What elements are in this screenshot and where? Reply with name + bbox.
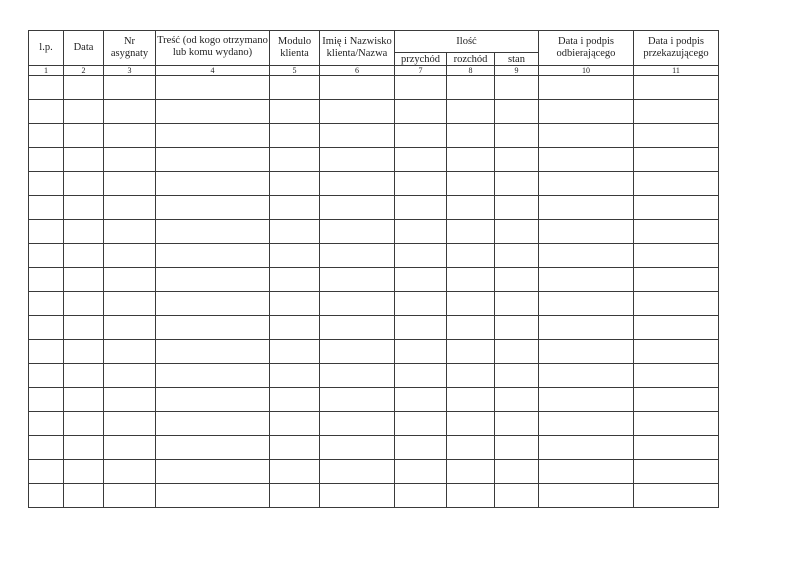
cell-tresc [156,124,270,148]
cell-modulo-klienta [270,292,320,316]
cell-data [64,196,104,220]
cell-rozchod [447,172,495,196]
column-number: 5 [270,66,320,76]
table-row [29,196,719,220]
cell-modulo-klienta [270,412,320,436]
cell-podpis-odbierajacego [539,196,634,220]
header-imie-nazwisko: Imię i Nazwisko klienta/Nazwa [320,31,395,66]
cell-rozchod [447,100,495,124]
cell-lp [29,100,64,124]
cell-imie-nazwisko [320,220,395,244]
column-number: 4 [156,66,270,76]
cell-stan [495,244,539,268]
cell-imie-nazwisko [320,172,395,196]
cell-data [64,388,104,412]
cell-stan [495,124,539,148]
cell-podpis-przekazujacego [634,340,719,364]
header-rozchod: rozchód [447,53,495,66]
cell-lp [29,196,64,220]
cell-rozchod [447,316,495,340]
header-data: Data [64,31,104,66]
cell-podpis-odbierajacego [539,484,634,508]
cell-rozchod [447,220,495,244]
header-ilosc: Ilość [395,31,539,53]
table-row [29,364,719,388]
cell-podpis-odbierajacego [539,316,634,340]
cell-podpis-przekazujacego [634,460,719,484]
cell-podpis-odbierajacego [539,172,634,196]
cell-podpis-przekazujacego [634,484,719,508]
cell-przychod [395,268,447,292]
cell-stan [495,436,539,460]
cell-modulo-klienta [270,388,320,412]
cell-lp [29,172,64,196]
cell-przychod [395,436,447,460]
cell-nr-asygnaty [104,220,156,244]
column-number: 7 [395,66,447,76]
cell-przychod [395,292,447,316]
cell-rozchod [447,148,495,172]
cell-podpis-przekazujacego [634,388,719,412]
cell-imie-nazwisko [320,412,395,436]
cell-modulo-klienta [270,316,320,340]
cell-rozchod [447,388,495,412]
table-row [29,340,719,364]
table-row [29,292,719,316]
cell-nr-asygnaty [104,100,156,124]
cell-imie-nazwisko [320,244,395,268]
cell-podpis-odbierajacego [539,220,634,244]
table-row [29,412,719,436]
cell-rozchod [447,364,495,388]
table-row [29,244,719,268]
cell-podpis-odbierajacego [539,412,634,436]
header-data-podpis-przekazujacego: Data i podpis przekazującego [634,31,719,66]
cell-imie-nazwisko [320,76,395,100]
cell-imie-nazwisko [320,460,395,484]
cell-tresc [156,412,270,436]
cell-przychod [395,100,447,124]
cell-imie-nazwisko [320,364,395,388]
cell-tresc [156,268,270,292]
cell-imie-nazwisko [320,196,395,220]
cell-modulo-klienta [270,460,320,484]
cell-przychod [395,460,447,484]
cell-stan [495,220,539,244]
cell-nr-asygnaty [104,316,156,340]
cell-podpis-przekazujacego [634,316,719,340]
cell-data [64,460,104,484]
table-row [29,220,719,244]
cell-podpis-odbierajacego [539,244,634,268]
cell-stan [495,292,539,316]
cell-przychod [395,76,447,100]
table-row [29,460,719,484]
cell-imie-nazwisko [320,484,395,508]
cell-tresc [156,292,270,316]
cell-modulo-klienta [270,364,320,388]
cell-przychod [395,484,447,508]
cell-nr-asygnaty [104,436,156,460]
cell-imie-nazwisko [320,148,395,172]
cell-nr-asygnaty [104,388,156,412]
cell-podpis-przekazujacego [634,196,719,220]
cell-imie-nazwisko [320,436,395,460]
cell-nr-asygnaty [104,412,156,436]
table-row [29,316,719,340]
cell-przychod [395,148,447,172]
cell-podpis-odbierajacego [539,124,634,148]
cell-przychod [395,412,447,436]
cell-stan [495,412,539,436]
cell-nr-asygnaty [104,124,156,148]
cell-stan [495,148,539,172]
cell-modulo-klienta [270,100,320,124]
cell-data [64,484,104,508]
cell-lp [29,340,64,364]
cell-stan [495,268,539,292]
cell-podpis-przekazujacego [634,124,719,148]
column-number: 10 [539,66,634,76]
cell-rozchod [447,436,495,460]
column-number-row [29,66,719,76]
table-header [29,31,719,76]
cell-podpis-przekazujacego [634,172,719,196]
cell-stan [495,340,539,364]
cell-tresc [156,244,270,268]
cell-imie-nazwisko [320,100,395,124]
cell-podpis-odbierajacego [539,292,634,316]
cell-rozchod [447,484,495,508]
cell-data [64,412,104,436]
cell-podpis-odbierajacego [539,388,634,412]
header-lp: l.p. [29,31,64,66]
cell-rozchod [447,124,495,148]
table-row [29,388,719,412]
cell-tresc [156,100,270,124]
cell-rozchod [447,292,495,316]
header-przychod: przychód [395,53,447,66]
cell-lp [29,436,64,460]
cell-stan [495,172,539,196]
cell-rozchod [447,412,495,436]
cell-modulo-klienta [270,76,320,100]
cell-data [64,292,104,316]
cell-lp [29,268,64,292]
cell-stan [495,388,539,412]
cell-lp [29,388,64,412]
cell-przychod [395,316,447,340]
cell-lp [29,292,64,316]
cell-podpis-odbierajacego [539,460,634,484]
cell-data [64,268,104,292]
cell-lp [29,124,64,148]
cell-lp [29,244,64,268]
cell-nr-asygnaty [104,76,156,100]
cell-nr-asygnaty [104,172,156,196]
cell-podpis-odbierajacego [539,364,634,388]
column-number: 9 [495,66,539,76]
cell-podpis-odbierajacego [539,76,634,100]
cell-nr-asygnaty [104,364,156,388]
cell-data [64,172,104,196]
cell-data [64,124,104,148]
cell-modulo-klienta [270,124,320,148]
cell-lp [29,76,64,100]
register-sheet [28,30,718,512]
cell-tresc [156,172,270,196]
cell-lp [29,364,64,388]
cell-tresc [156,436,270,460]
cell-tresc [156,460,270,484]
cell-data [64,220,104,244]
cell-podpis-przekazujacego [634,220,719,244]
cell-modulo-klienta [270,172,320,196]
column-number: 6 [320,66,395,76]
cell-przychod [395,196,447,220]
cell-podpis-przekazujacego [634,412,719,436]
cell-podpis-przekazujacego [634,148,719,172]
cell-data [64,316,104,340]
cell-tresc [156,316,270,340]
cell-data [64,76,104,100]
cell-rozchod [447,268,495,292]
column-number: 2 [64,66,104,76]
table-row [29,268,719,292]
cell-stan [495,76,539,100]
cell-imie-nazwisko [320,268,395,292]
header-nr-asygnaty: Nr asygnaty [104,31,156,66]
cell-rozchod [447,340,495,364]
cell-stan [495,460,539,484]
cell-imie-nazwisko [320,340,395,364]
cell-podpis-przekazujacego [634,76,719,100]
cell-data [64,340,104,364]
cell-rozchod [447,244,495,268]
table-row [29,124,719,148]
cell-nr-asygnaty [104,292,156,316]
table-row [29,100,719,124]
cell-tresc [156,148,270,172]
cell-modulo-klienta [270,148,320,172]
cell-przychod [395,220,447,244]
cell-modulo-klienta [270,220,320,244]
column-number: 8 [447,66,495,76]
cell-nr-asygnaty [104,484,156,508]
cell-stan [495,484,539,508]
column-number: 3 [104,66,156,76]
table-row [29,172,719,196]
cell-imie-nazwisko [320,124,395,148]
cell-nr-asygnaty [104,196,156,220]
cell-imie-nazwisko [320,316,395,340]
cell-modulo-klienta [270,436,320,460]
cell-modulo-klienta [270,196,320,220]
cell-stan [495,364,539,388]
cell-data [64,148,104,172]
cell-imie-nazwisko [320,388,395,412]
cell-podpis-odbierajacego [539,268,634,292]
cell-stan [495,316,539,340]
cell-podpis-przekazujacego [634,268,719,292]
cell-nr-asygnaty [104,148,156,172]
cell-tresc [156,220,270,244]
cell-podpis-przekazujacego [634,436,719,460]
cell-podpis-przekazujacego [634,244,719,268]
column-number: 1 [29,66,64,76]
cell-podpis-odbierajacego [539,100,634,124]
cell-lp [29,484,64,508]
cell-data [64,436,104,460]
cell-podpis-odbierajacego [539,340,634,364]
cell-podpis-odbierajacego [539,148,634,172]
header-modulo-klienta: Modulo klienta [270,31,320,66]
column-number: 11 [634,66,719,76]
cell-przychod [395,172,447,196]
cell-lp [29,220,64,244]
table-row [29,484,719,508]
cell-rozchod [447,460,495,484]
cell-lp [29,148,64,172]
table-row [29,436,719,460]
cell-modulo-klienta [270,340,320,364]
cell-stan [495,100,539,124]
cell-podpis-odbierajacego [539,436,634,460]
cell-lp [29,316,64,340]
cell-podpis-przekazujacego [634,364,719,388]
cell-przychod [395,364,447,388]
cell-nr-asygnaty [104,268,156,292]
table-row [29,148,719,172]
register-table [28,30,719,508]
cell-przychod [395,244,447,268]
cell-nr-asygnaty [104,460,156,484]
cell-rozchod [447,76,495,100]
cell-imie-nazwisko [320,292,395,316]
cell-podpis-przekazujacego [634,292,719,316]
cell-tresc [156,340,270,364]
cell-przychod [395,340,447,364]
header-data-podpis-odbierajacego: Data i podpis odbierającego [539,31,634,66]
cell-lp [29,460,64,484]
cell-rozchod [447,196,495,220]
cell-modulo-klienta [270,268,320,292]
cell-modulo-klienta [270,244,320,268]
cell-lp [29,412,64,436]
cell-data [64,244,104,268]
cell-tresc [156,388,270,412]
cell-data [64,100,104,124]
header-tresc: Treść (od kogo otrzymano lub komu wydano) [156,31,270,66]
cell-tresc [156,76,270,100]
cell-stan [495,196,539,220]
cell-podpis-przekazujacego [634,100,719,124]
cell-data [64,364,104,388]
cell-tresc [156,484,270,508]
cell-przychod [395,388,447,412]
cell-przychod [395,124,447,148]
cell-nr-asygnaty [104,244,156,268]
cell-tresc [156,364,270,388]
cell-modulo-klienta [270,484,320,508]
cell-tresc [156,196,270,220]
cell-nr-asygnaty [104,340,156,364]
header-stan: stan [495,53,539,66]
table-row [29,76,719,100]
table-body [29,76,719,508]
